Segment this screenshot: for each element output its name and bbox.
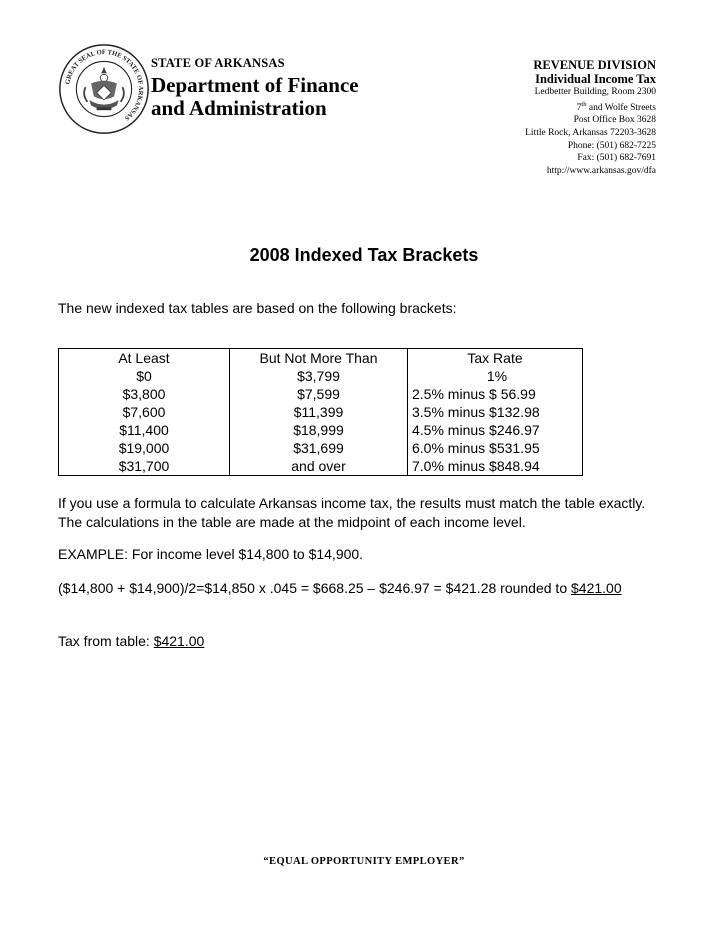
cell-tax-rate: 7.0% minus $848.94 — [408, 457, 583, 476]
website-url: http://www.arkansas.gov/dfa — [546, 165, 656, 176]
cell-not-more-than: $3,799 — [230, 367, 408, 385]
table-tax-label: Tax from table: — [58, 633, 154, 649]
cell-at-least: $3,800 — [59, 385, 230, 403]
calculation-result: $421.00 — [571, 580, 622, 596]
state-seal-icon — [58, 43, 150, 135]
address-street: 7th and Wolfe Streets — [576, 100, 656, 113]
table-row — [59, 403, 583, 421]
intro-text: The new indexed tax tables are based on the following brackets: — [58, 300, 457, 316]
table-row — [59, 439, 583, 457]
table-tax-paragraph — [58, 632, 658, 651]
cell-at-least: $31,700 — [59, 457, 230, 476]
table-header-row — [59, 349, 583, 368]
calculation-paragraph — [58, 579, 658, 598]
address-po-box: Post Office Box 3628 — [573, 115, 656, 126]
tax-bracket-table — [58, 348, 583, 476]
division-unit: Individual Income Tax — [535, 72, 656, 86]
table-row — [59, 421, 583, 439]
division-address-block — [525, 58, 656, 177]
page-title: 2008 Indexed Tax Brackets — [249, 245, 479, 265]
seal-ring-text: GREAT SEAL OF THE STATE OF ARKANSAS — [64, 49, 145, 122]
cell-tax-rate: 2.5% minus $ 56.99 — [408, 385, 583, 403]
example-paragraph: EXAMPLE: For income level $14,800 to $14,900. — [58, 546, 364, 562]
cell-tax-rate: 3.5% minus $132.98 — [408, 403, 583, 421]
cell-at-least: $7,600 — [59, 403, 230, 421]
cell-not-more-than: $31,699 — [230, 439, 408, 457]
cell-tax-rate: 1% — [408, 367, 583, 385]
department-name-line1: Department of Finance — [151, 73, 359, 97]
cell-at-least: $19,000 — [59, 439, 230, 457]
department-name-line2: and Administration — [151, 96, 327, 120]
cell-tax-rate: 6.0% minus $531.95 — [408, 439, 583, 457]
state-label: STATE OF ARKANSAS — [151, 56, 285, 70]
cell-at-least: $0 — [59, 367, 230, 385]
calculation-text: ($14,800 + $14,900)/2=$14,850 x .045 = $668.25 – $246.97 = $421.28 rounded to — [58, 580, 571, 596]
seal-emblem — [84, 67, 124, 110]
table-row — [59, 457, 583, 476]
table-row — [59, 385, 583, 403]
division-name: REVENUE DIVISION — [533, 58, 656, 72]
address-building: Ledbetter Building, Room 2300 — [534, 87, 656, 97]
column-header-not-more-than: But Not More Than — [230, 349, 408, 368]
cell-not-more-than: $11,399 — [230, 403, 408, 421]
cell-tax-rate: 4.5% minus $246.97 — [408, 421, 583, 439]
cell-at-least: $11,400 — [59, 421, 230, 439]
address-city: Little Rock, Arkansas 72203-3628 — [525, 127, 656, 138]
cell-not-more-than: $7,599 — [230, 385, 408, 403]
fax-number: Fax: (501) 682-7691 — [577, 153, 656, 164]
table-tax-amount: $421.00 — [153, 633, 205, 649]
cell-not-more-than: and over — [230, 457, 408, 476]
phone-number: Phone: (501) 682-7225 — [567, 140, 656, 151]
column-header-tax-rate: Tax Rate — [408, 349, 583, 368]
table-row — [59, 367, 583, 385]
formula-paragraph: If you use a formula to calculate Arkansas income tax, the results must match the table exactly. The calculations in the table are made at the midpoint of each income level. — [58, 495, 646, 530]
column-header-at-least: At Least — [59, 349, 230, 368]
cell-not-more-than: $18,999 — [230, 421, 408, 439]
footer-text: “EQUAL OPPORTUNITY EMPLOYER” — [263, 856, 465, 867]
